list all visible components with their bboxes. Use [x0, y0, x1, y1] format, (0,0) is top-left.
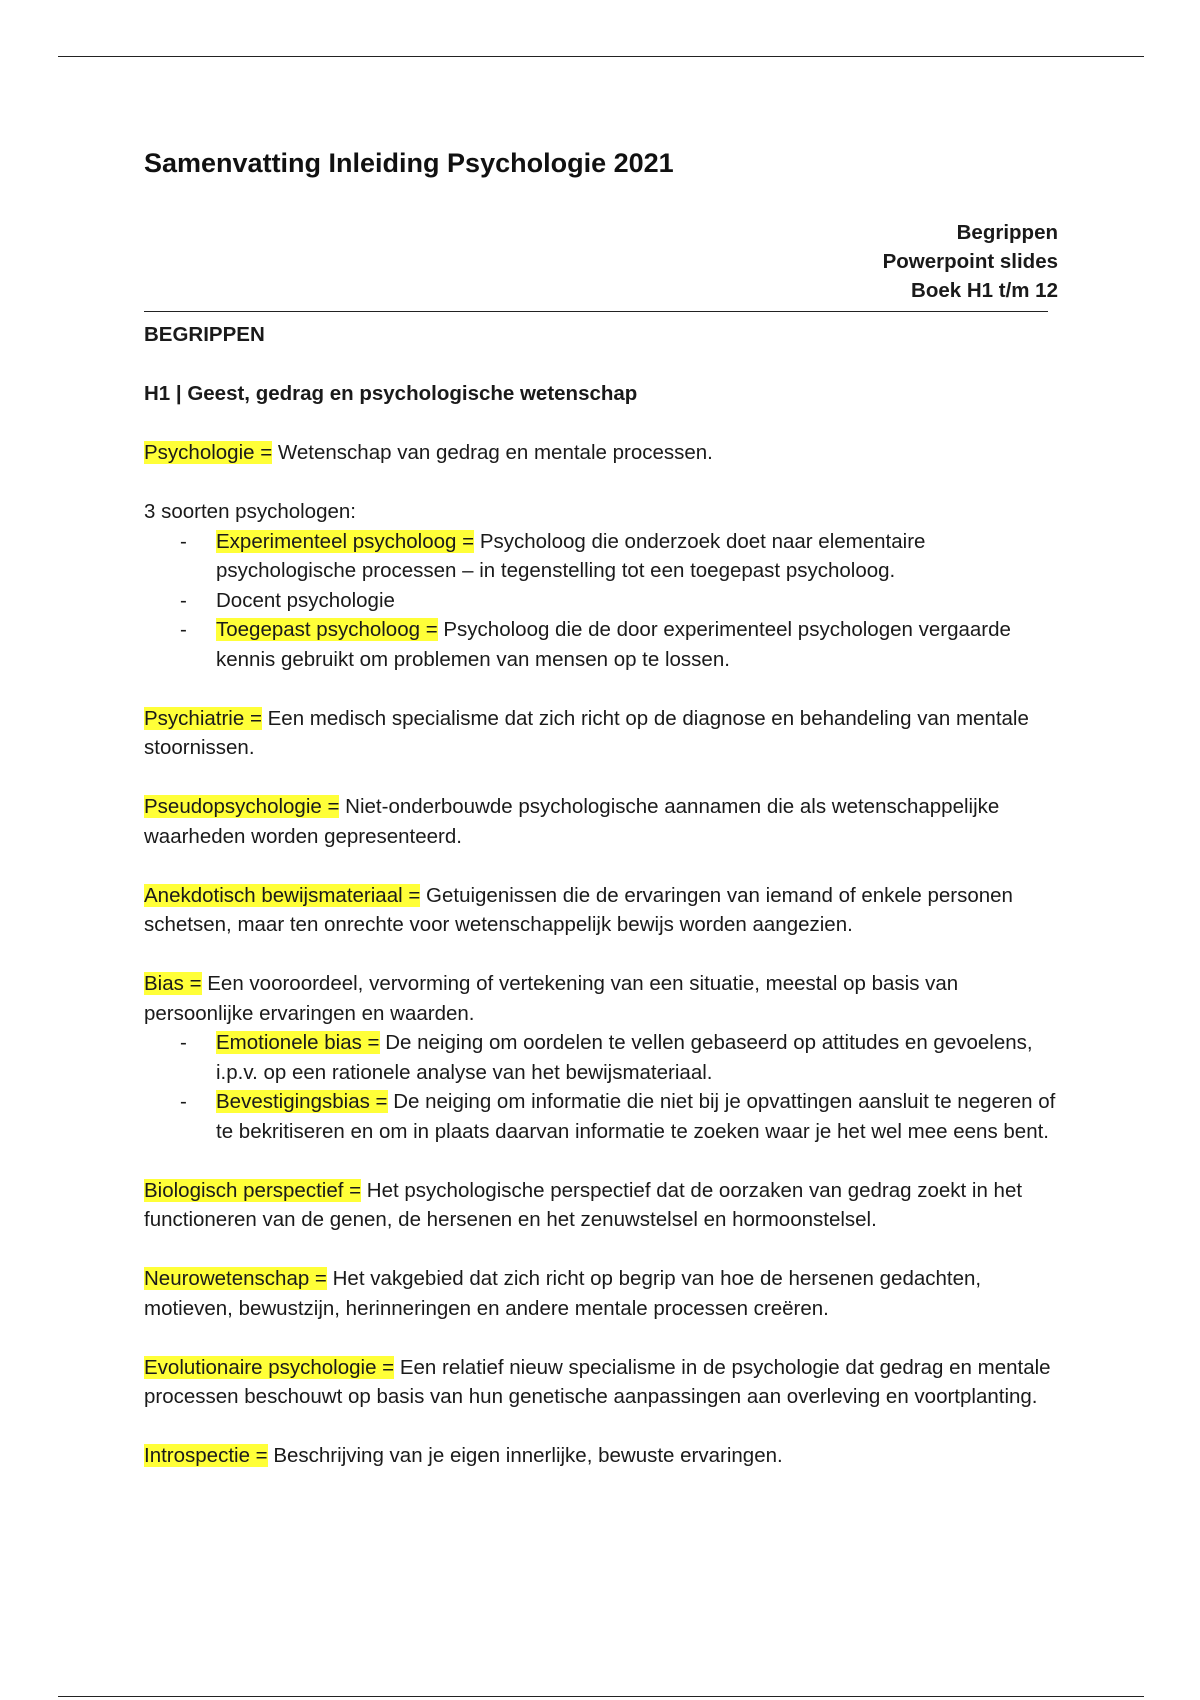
term-highlight: Psychiatrie = [144, 706, 262, 730]
term-highlight: Neurowetenschap = [144, 1267, 327, 1290]
term-definition: Het vakgebied dat zich richt op begrip van hoe de hersenen gedachten, motieven, bewustzijn, herinneringen en andere mentale processen creëren. [144, 1267, 982, 1320]
entry-neurowetenschap [144, 1264, 1058, 1323]
term-definition: Psycholoog die onderzoek doet naar elementaire psychologische processen – in tegenstelling tot een toegepast psycholoog. [216, 529, 926, 582]
list-item [144, 1087, 1058, 1146]
term-definition: De neiging om oordelen te vellen gebaseerd op attitudes en gevoelens, i.p.v. op een rationele analyse van het bewijsmateriaal. [216, 1031, 1033, 1084]
term-highlight: Psychologie = [144, 441, 273, 464]
term-definition: Niet-onderbouwde psychologische aannamen die als wetenschappelijke waarheden worden gepresenteerd. [144, 795, 1000, 848]
chapter-heading: H1 | Geest, gedrag en psychologische wetenschap [144, 382, 638, 405]
meta-line-powerpoint: Powerpoint slides [882, 250, 1058, 273]
entry-soorten-psychologen [144, 497, 1058, 527]
document-meta [144, 218, 1058, 305]
term-definition: Een relatief nieuw specialisme in de psychologie dat gedrag en mentale processen beschouwt op basis van hun genetische aanpassingen aan overleving en voortplanting. [144, 1355, 1051, 1408]
term-definition: Getuigenissen die de ervaringen van iemand of enkele personen schetsen, maar ten onrechte voor wetenschappelijk bewijs worden aangezien. [144, 883, 1013, 936]
meta-line-boek: Boek H1 t/m 12 [911, 279, 1058, 302]
page-bottom-rule [58, 1696, 1144, 1697]
term-highlight: Bias = [144, 972, 202, 995]
psychologen-list [144, 527, 1058, 675]
meta-line-begrippen: Begrippen [956, 221, 1058, 244]
entry-evolutionaire-psychologie [144, 1353, 1058, 1412]
term-highlight: Pseudopsychologie = [144, 795, 340, 818]
list-dash: - [180, 618, 187, 641]
term-definition: De neiging om informatie die niet bij je opvattingen aansluit te negeren of te bekritiseren en om in plaats daarvan informatie te zoeken waar je het wel mee eens bent. [216, 1090, 1056, 1143]
entry-anekdotisch [144, 881, 1058, 940]
term-highlight: Experimenteel psycholoog = [216, 529, 475, 553]
entry-pseudopsychologie [144, 792, 1058, 851]
bias-list [144, 1028, 1058, 1146]
term-highlight: Introspectie = [144, 1444, 268, 1467]
document-title: Samenvatting Inleiding Psychologie 2021 [144, 148, 674, 178]
section-divider [144, 311, 1048, 312]
entry-bias [144, 969, 1058, 1028]
term-highlight: Biologisch perspectief = [144, 1178, 362, 1202]
term-definition: Wetenschap van gedrag en mentale processen. [272, 441, 713, 464]
list-dash: - [180, 588, 187, 612]
entry-psychologie [144, 438, 1058, 468]
list-dash: - [180, 1090, 187, 1113]
term-highlight: Emotionele bias = [216, 1031, 380, 1054]
term-definition: Een medisch specialisme dat zich richt op de diagnose en behandeling van mentale stoornissen. [144, 706, 1029, 759]
term-highlight: Toegepast psycholoog = [216, 618, 438, 641]
term-highlight: Evolutionaire psychologie = [144, 1355, 395, 1379]
list-item [144, 615, 1058, 674]
entry-biologisch-perspectief [144, 1176, 1058, 1235]
list-dash: - [180, 1031, 187, 1054]
list-text: Docent psychologie [216, 588, 395, 612]
term-definition: Het psychologische perspectief dat de oorzaken van gedrag zoekt in het functioneren van de genen, de hersenen en het zenuwstelsel en hormoonstelsel. [144, 1178, 1023, 1231]
page-top-rule [58, 56, 1144, 57]
entry-introspectie [144, 1441, 1058, 1471]
list-item [144, 527, 1058, 586]
list-intro: 3 soorten psychologen: [144, 500, 356, 523]
term-definition: Beschrijving van je eigen innerlijke, bewuste ervaringen. [267, 1444, 783, 1467]
list-item [144, 586, 1058, 616]
entry-psychiatrie [144, 704, 1058, 763]
list-item [144, 1028, 1058, 1087]
term-highlight: Bevestigingsbias = [216, 1090, 388, 1113]
document-body [144, 140, 1058, 1471]
list-dash: - [180, 529, 187, 553]
term-highlight: Anekdotisch bewijsmateriaal = [144, 883, 421, 907]
section-heading: BEGRIPPEN [144, 323, 265, 346]
term-definition: Een vooroordeel, vervorming of vertekening van een situatie, meestal op basis van persoonlijke ervaringen en waarden. [144, 972, 959, 1025]
term-definition: Psycholoog die de door experimenteel psychologen vergaarde kennis gebruikt om problemen van mensen op te lossen. [216, 618, 1011, 671]
